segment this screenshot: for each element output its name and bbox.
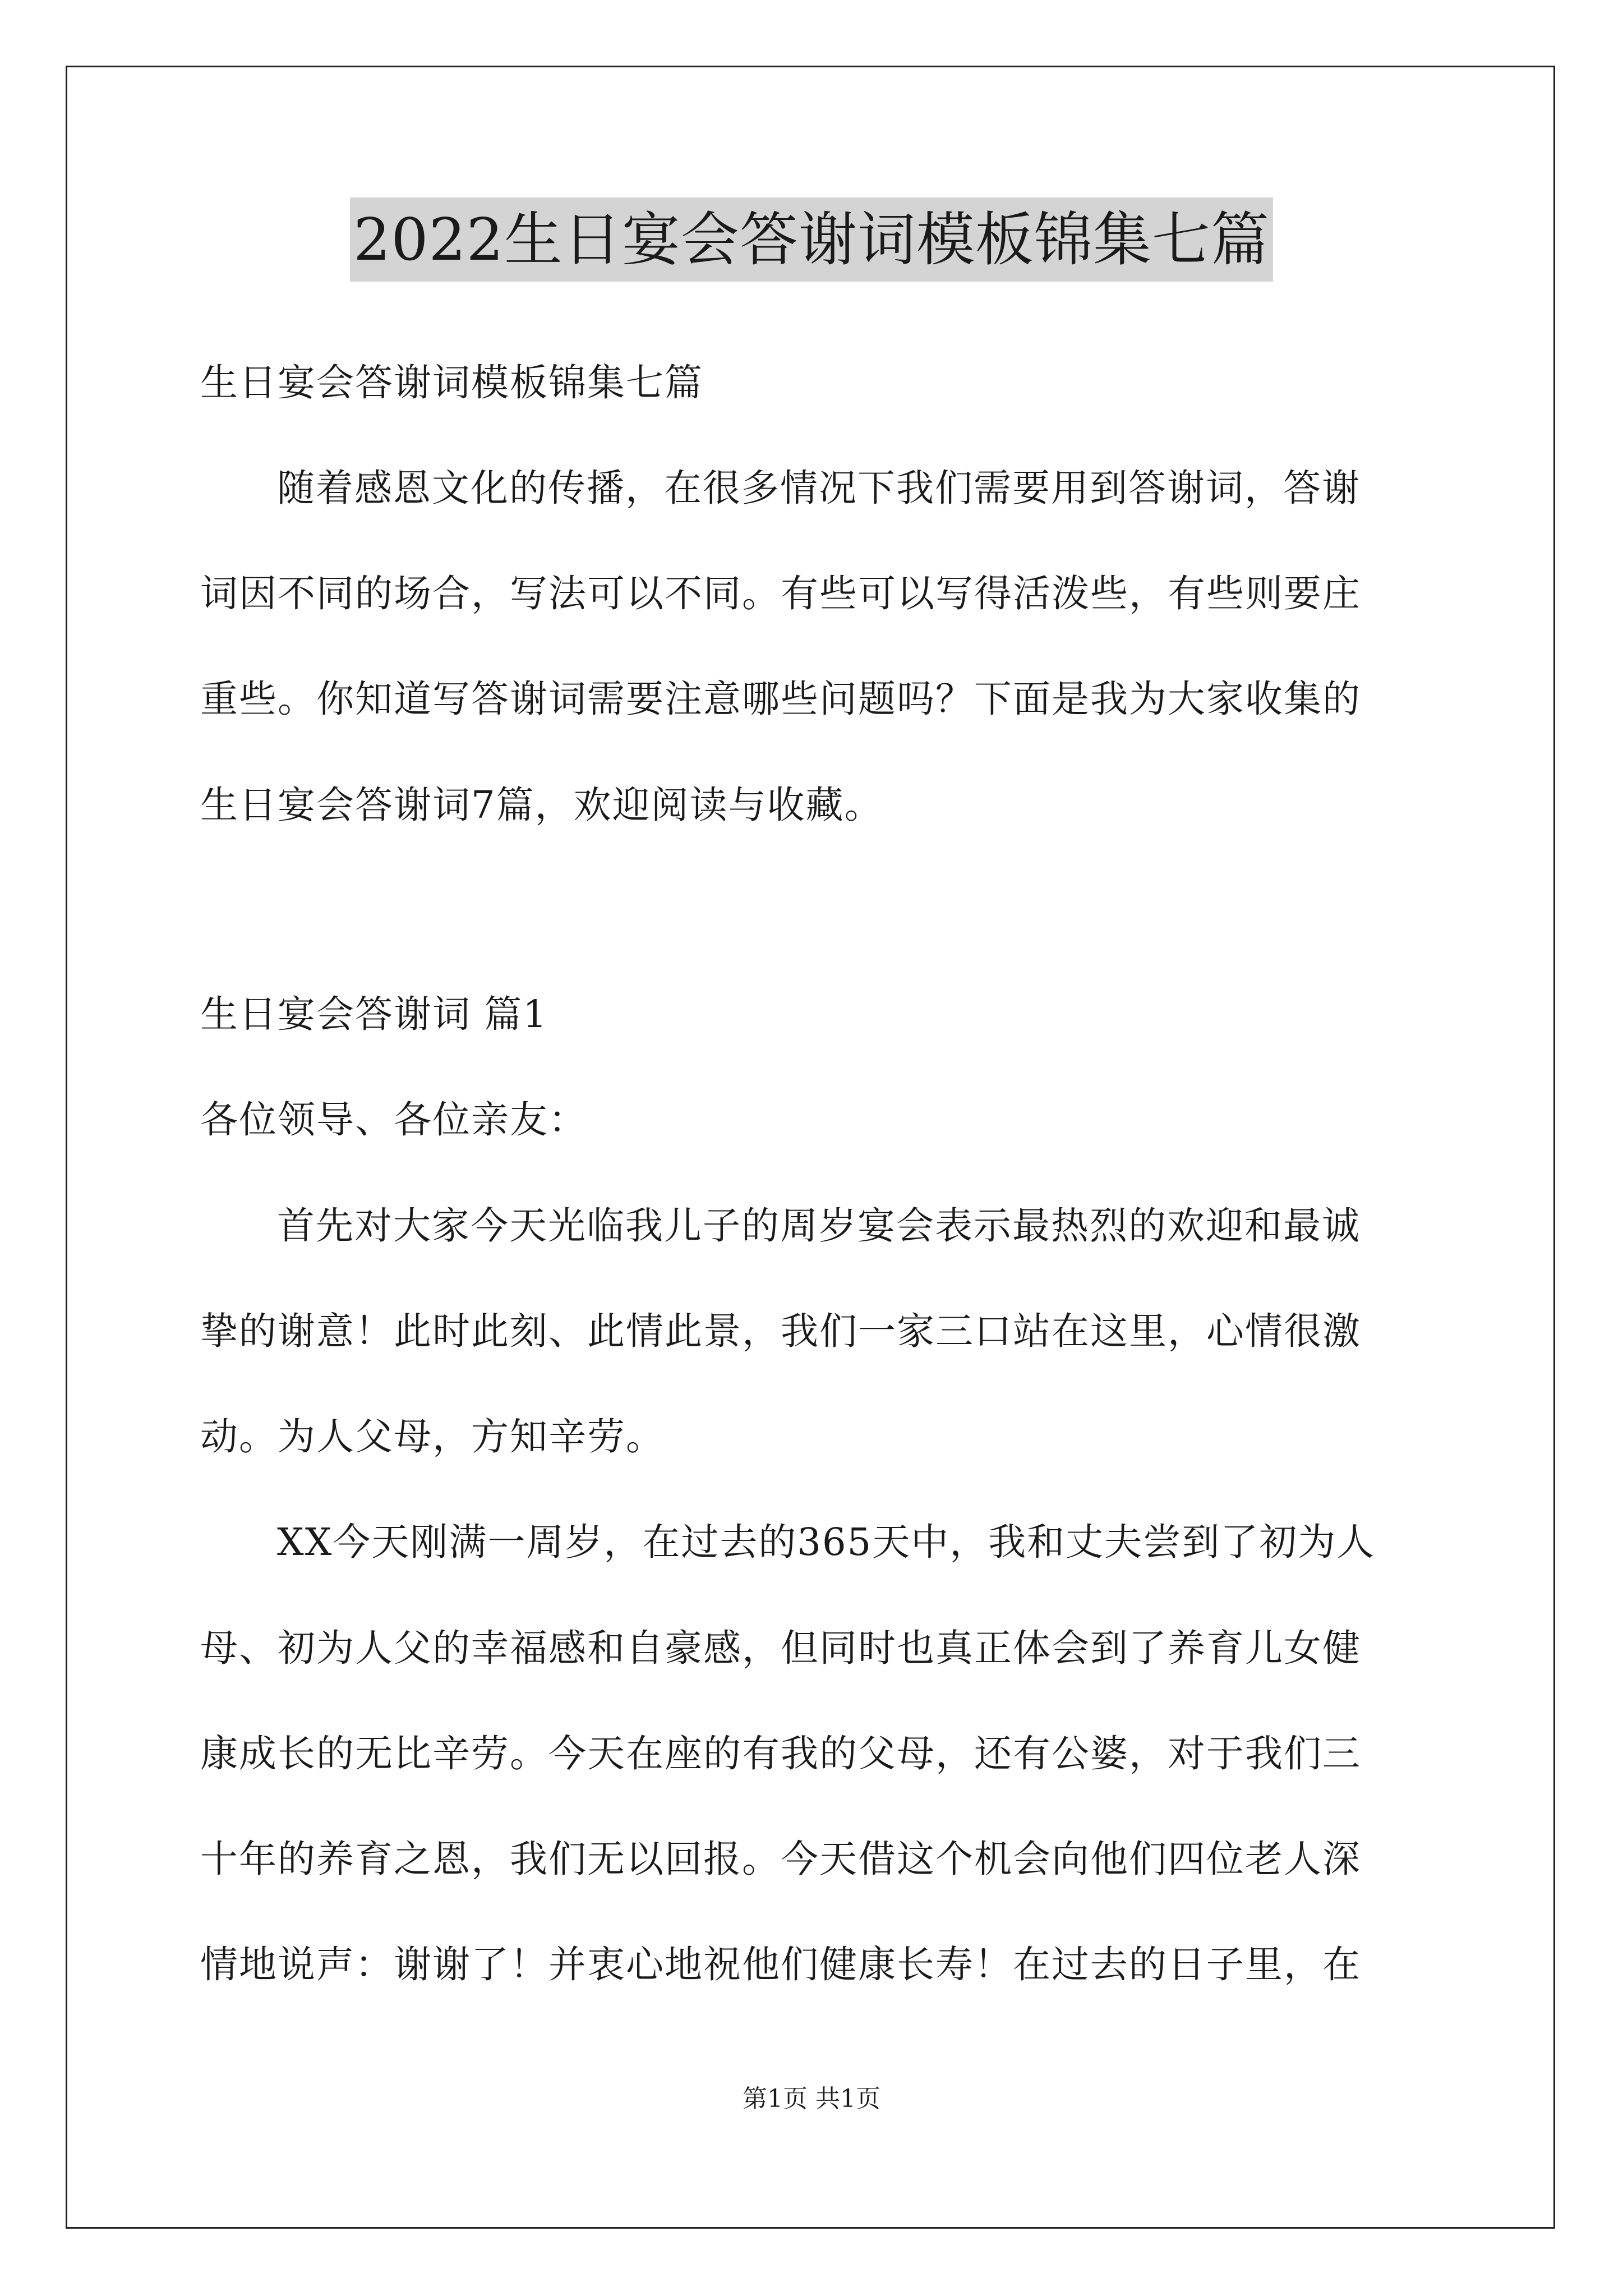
paragraph-line: 动。为人父母，方知辛劳。: [200, 1415, 665, 1458]
paragraph-line: 生日宴会答谢词7篇，欢迎阅读与收藏。: [200, 783, 883, 827]
paragraph-line: 康成长的无比辛劳。今天在座的有我的父母，还有公婆，对于我们三: [200, 1732, 1361, 1775]
subtitle-line: 生日宴会答谢词模板锦集七篇: [200, 361, 703, 404]
paragraph-line: 十年的养育之恩，我们无以回报。今天借这个机会向他们四位老人深: [200, 1837, 1361, 1881]
paragraph-line: 随着感恩文化的传播，在很多情况下我们需要用到答谢词，答谢: [277, 466, 1361, 510]
paragraph-line: 首先对大家今天光临我儿子的周岁宴会表示最热烈的欢迎和最诚: [277, 1204, 1361, 1248]
salutation-line: 各位领导、各位亲友：: [200, 1098, 587, 1142]
section-heading: 生日宴会答谢词 篇1: [200, 992, 548, 1036]
paragraph-line: XX今天刚满一周岁，在过去的365天中，我和丈夫尝到了初为人: [277, 1520, 1376, 1564]
document-title-text: 2022生日宴会答谢词模板锦集七篇: [350, 197, 1273, 282]
document-title: [0, 197, 1623, 282]
paragraph-line: 重些。你知道写答谢词需要注意哪些问题吗？下面是我为大家收集的: [200, 677, 1361, 721]
paragraph-line: 词因不同的场合，写法可以不同。有些可以写得活泼些，有些则要庄: [200, 572, 1361, 615]
paragraph-line: 挚的谢意！此时此刻、此情此景，我们一家三口站在这里，心情很激: [200, 1309, 1361, 1353]
page-footer: 第1页 共1页: [743, 2085, 880, 2113]
paragraph-line: 情地说声：谢谢了！并衷心地祝他们健康长寿！在过去的日子里，在: [200, 1943, 1361, 1986]
paragraph-line: 母、初为人父的幸福感和自豪感，但同时也真正体会到了养育儿女健: [200, 1626, 1361, 1670]
